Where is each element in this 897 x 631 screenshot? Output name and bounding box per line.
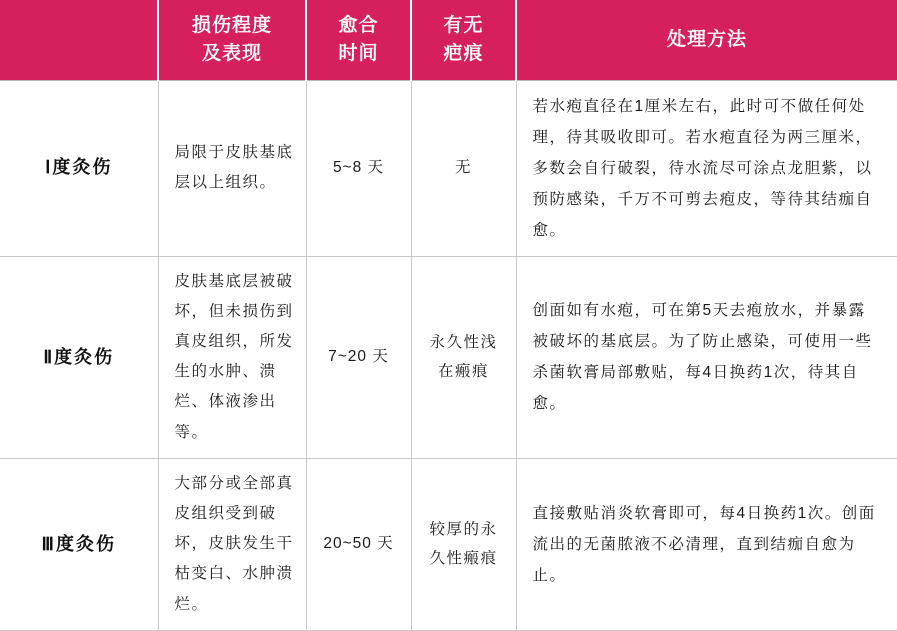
cell-healing-time: 7~20 天 <box>306 256 411 458</box>
cell-description: 皮肤基底层被破坏，但未损伤到真皮组织，所发生的水肿、溃烂、体液渗出等。 <box>158 256 306 458</box>
table-row <box>0 80 897 256</box>
header-severity-line2: 及表现 <box>201 42 262 64</box>
table-header <box>0 0 897 80</box>
cell-scar: 永久性浅在瘢痕 <box>411 256 516 458</box>
header-cell-scar <box>411 0 516 80</box>
header-healing-line2: 时间 <box>338 42 379 64</box>
cell-description: 局限于皮肤基底层以上组织。 <box>158 80 306 256</box>
table-row <box>0 256 897 458</box>
table-row <box>0 458 897 630</box>
cell-treatment: 创面如有水疱，可在第5天去疱放水，并暴露被破坏的基底层。为了防止感染，可使用一些杀菌软膏局部敷贴，每4日换药1次，待其自愈。 <box>516 256 897 458</box>
cell-treatment: 若水疱直径在1厘米左右，此时可不做任何处理，待其吸收即可。若水疱直径为两三厘米，多数会自行破裂，待水流尽可涂点龙胆紫，以预防感染，千万不可剪去疱皮，等待其结痂自愈。 <box>516 80 897 256</box>
cell-degree: Ⅱ度灸伤 <box>0 256 158 458</box>
cell-scar: 无 <box>411 80 516 256</box>
header-cell-healing-time <box>306 0 411 80</box>
cell-scar: 较厚的永久性瘢痕 <box>411 458 516 630</box>
header-scar-line2: 疤痕 <box>443 42 484 64</box>
cell-degree: Ⅰ度灸伤 <box>0 80 158 256</box>
cell-description: 大部分或全部真皮组织受到破坏，皮肤发生干枯变白、水肿溃烂。 <box>158 458 306 630</box>
cell-degree: Ⅲ度灸伤 <box>0 458 158 630</box>
header-treatment-line1: 处理方法 <box>666 28 747 50</box>
header-scar-line1: 有无 <box>443 15 484 37</box>
header-cell-treatment <box>516 0 897 80</box>
table-body <box>0 80 897 630</box>
cell-healing-time: 5~8 天 <box>306 80 411 256</box>
header-cell-severity <box>158 0 306 80</box>
cell-treatment: 直接敷贴消炎软膏即可，每4日换药1次。创面流出的无菌脓液不必清理，直到结痂自愈为止。 <box>516 458 897 630</box>
header-row <box>0 0 897 80</box>
header-cell-corner <box>0 0 158 80</box>
header-severity-line1: 损伤程度 <box>191 15 272 37</box>
header-healing-line1: 愈合 <box>338 15 379 37</box>
cell-healing-time: 20~50 天 <box>306 458 411 630</box>
